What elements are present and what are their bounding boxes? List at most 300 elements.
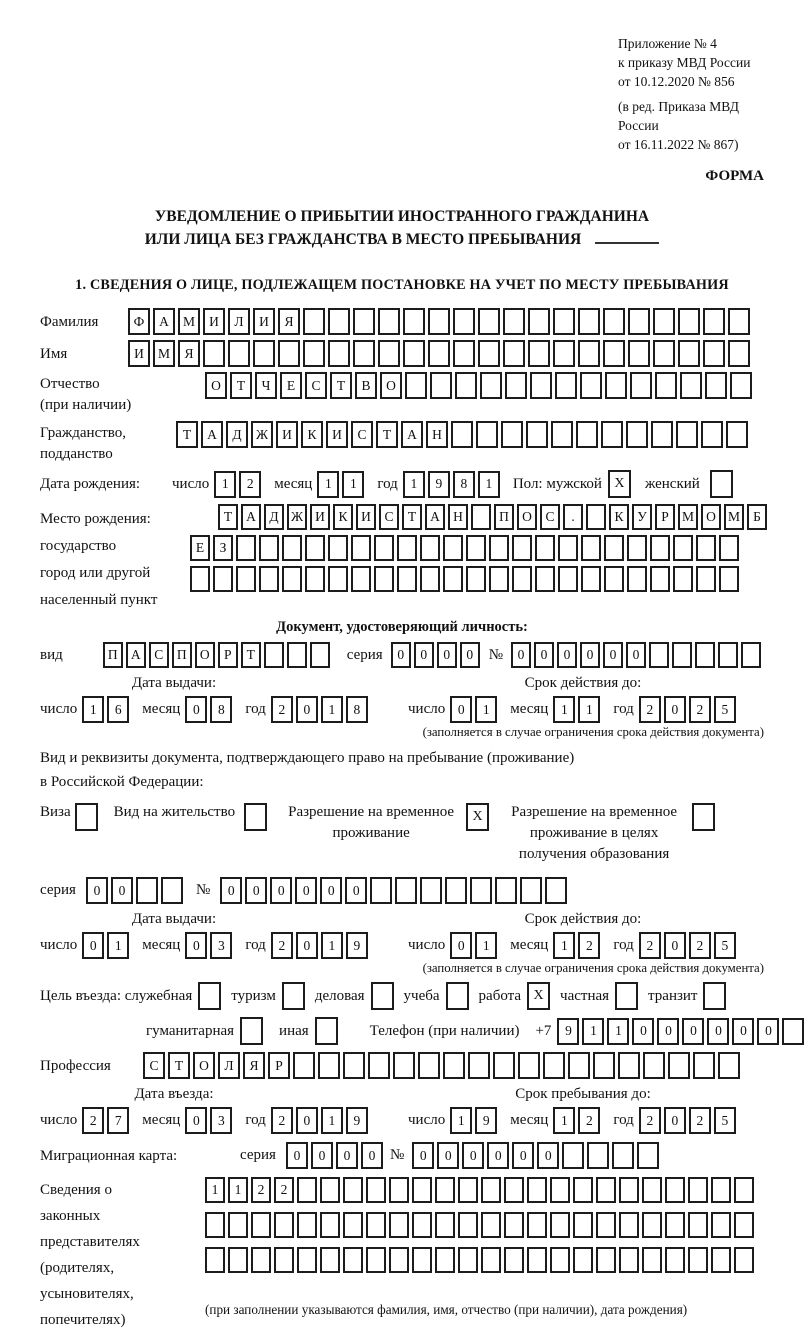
residence-series-input[interactable]: [86, 877, 186, 904]
char-cell[interactable]: [695, 642, 715, 668]
char-cell[interactable]: [518, 1052, 540, 1079]
doc-series-input[interactable]: [391, 642, 483, 668]
char-cell[interactable]: [370, 877, 392, 904]
char-cell[interactable]: С: [540, 504, 560, 530]
char-cell[interactable]: [236, 535, 256, 561]
char-cell[interactable]: 0: [511, 642, 531, 668]
birth-day-input[interactable]: [214, 471, 264, 498]
char-cell[interactable]: [527, 1212, 547, 1238]
char-cell[interactable]: [573, 1247, 593, 1273]
char-cell[interactable]: [696, 566, 716, 592]
char-cell[interactable]: [228, 340, 250, 367]
char-cell[interactable]: [259, 535, 279, 561]
stay-month[interactable]: [553, 1107, 603, 1134]
char-cell[interactable]: [297, 1177, 317, 1203]
char-cell[interactable]: [443, 535, 463, 561]
char-cell[interactable]: 2: [578, 932, 600, 959]
char-cell[interactable]: [389, 1212, 409, 1238]
char-cell[interactable]: [282, 566, 302, 592]
char-cell[interactable]: 5: [714, 1107, 736, 1134]
char-cell[interactable]: [303, 308, 325, 335]
char-cell[interactable]: [470, 877, 492, 904]
char-cell[interactable]: 2: [578, 1107, 600, 1134]
char-cell[interactable]: .: [563, 504, 583, 530]
char-cell[interactable]: [503, 308, 525, 335]
birth-place-input-row2[interactable]: [190, 535, 770, 561]
char-cell[interactable]: [628, 308, 650, 335]
doc-issue-year[interactable]: [271, 696, 371, 723]
char-cell[interactable]: 0: [664, 696, 686, 723]
char-cell[interactable]: [455, 372, 477, 399]
char-cell[interactable]: [603, 308, 625, 335]
char-cell[interactable]: 9: [346, 932, 368, 959]
char-cell[interactable]: [343, 1247, 363, 1273]
char-cell[interactable]: 0: [414, 642, 434, 668]
char-cell[interactable]: [351, 566, 371, 592]
char-cell[interactable]: [297, 1212, 317, 1238]
stay-year[interactable]: [639, 1107, 739, 1134]
char-cell[interactable]: [628, 340, 650, 367]
char-cell[interactable]: [673, 566, 693, 592]
char-cell[interactable]: [553, 340, 575, 367]
char-cell[interactable]: О: [205, 372, 227, 399]
char-cell[interactable]: [512, 535, 532, 561]
char-cell[interactable]: 0: [462, 1142, 484, 1169]
char-cell[interactable]: [530, 372, 552, 399]
char-cell[interactable]: [293, 1052, 315, 1079]
sex-male-checkbox[interactable]: X: [608, 470, 631, 498]
birth-place-input-row1[interactable]: [218, 504, 770, 530]
char-cell[interactable]: [412, 1247, 432, 1273]
char-cell[interactable]: [278, 340, 300, 367]
char-cell[interactable]: [435, 1212, 455, 1238]
purpose-transit-checkbox[interactable]: [703, 982, 726, 1010]
char-cell[interactable]: [374, 535, 394, 561]
profession-input[interactable]: [143, 1052, 743, 1079]
char-cell[interactable]: И: [356, 504, 376, 530]
residence-expiry-month[interactable]: [553, 932, 603, 959]
char-cell[interactable]: 2: [271, 696, 293, 723]
migration-number-input[interactable]: [412, 1142, 662, 1169]
char-cell[interactable]: [580, 372, 602, 399]
char-cell[interactable]: [593, 1052, 615, 1079]
char-cell[interactable]: [420, 535, 440, 561]
char-cell[interactable]: 0: [391, 642, 411, 668]
residence-number-input[interactable]: [220, 877, 570, 904]
char-cell[interactable]: [504, 1177, 524, 1203]
representatives-input-row3[interactable]: [205, 1247, 757, 1273]
char-cell[interactable]: [303, 340, 325, 367]
char-cell[interactable]: [320, 1247, 340, 1273]
char-cell[interactable]: [343, 1212, 363, 1238]
char-cell[interactable]: [535, 566, 555, 592]
char-cell[interactable]: [520, 877, 542, 904]
char-cell[interactable]: [734, 1247, 754, 1273]
char-cell[interactable]: А: [153, 308, 175, 335]
char-cell[interactable]: Т: [330, 372, 352, 399]
char-cell[interactable]: 3: [210, 1107, 232, 1134]
char-cell[interactable]: [466, 566, 486, 592]
char-cell[interactable]: [405, 372, 427, 399]
char-cell[interactable]: [711, 1247, 731, 1273]
char-cell[interactable]: [264, 642, 284, 668]
char-cell[interactable]: [274, 1212, 294, 1238]
char-cell[interactable]: [619, 1212, 639, 1238]
char-cell[interactable]: [581, 566, 601, 592]
char-cell[interactable]: Ж: [251, 421, 273, 448]
char-cell[interactable]: [504, 1212, 524, 1238]
char-cell[interactable]: 6: [107, 696, 129, 723]
char-cell[interactable]: [688, 1177, 708, 1203]
char-cell[interactable]: 2: [639, 696, 661, 723]
char-cell[interactable]: 5: [714, 932, 736, 959]
char-cell[interactable]: [630, 372, 652, 399]
char-cell[interactable]: Е: [190, 535, 210, 561]
char-cell[interactable]: [603, 340, 625, 367]
char-cell[interactable]: 0: [82, 932, 104, 959]
char-cell[interactable]: [412, 1212, 432, 1238]
char-cell[interactable]: П: [172, 642, 192, 668]
char-cell[interactable]: 0: [286, 1142, 308, 1169]
char-cell[interactable]: [642, 1247, 662, 1273]
char-cell[interactable]: М: [724, 504, 744, 530]
char-cell[interactable]: З: [213, 535, 233, 561]
char-cell[interactable]: Ф: [128, 308, 150, 335]
char-cell[interactable]: [501, 421, 523, 448]
char-cell[interactable]: 0: [537, 1142, 559, 1169]
char-cell[interactable]: [253, 340, 275, 367]
char-cell[interactable]: 1: [582, 1018, 604, 1045]
char-cell[interactable]: [343, 1052, 365, 1079]
char-cell[interactable]: [601, 421, 623, 448]
char-cell[interactable]: [551, 421, 573, 448]
char-cell[interactable]: [203, 340, 225, 367]
option-temp-residence-education[interactable]: [505, 802, 715, 865]
purpose-work-checkbox[interactable]: X: [527, 982, 550, 1010]
char-cell[interactable]: 0: [185, 696, 207, 723]
char-cell[interactable]: [282, 535, 302, 561]
migration-series-input[interactable]: [286, 1142, 386, 1169]
char-cell[interactable]: Ж: [287, 504, 307, 530]
char-cell[interactable]: [228, 1247, 248, 1273]
char-cell[interactable]: А: [126, 642, 146, 668]
char-cell[interactable]: [328, 340, 350, 367]
char-cell[interactable]: [619, 1247, 639, 1273]
char-cell[interactable]: [627, 535, 647, 561]
residence-issue-year[interactable]: [271, 932, 371, 959]
char-cell[interactable]: 0: [632, 1018, 654, 1045]
char-cell[interactable]: [573, 1212, 593, 1238]
char-cell[interactable]: Н: [426, 421, 448, 448]
char-cell[interactable]: [389, 1247, 409, 1273]
char-cell[interactable]: 2: [82, 1107, 104, 1134]
char-cell[interactable]: [489, 535, 509, 561]
char-cell[interactable]: И: [128, 340, 150, 367]
char-cell[interactable]: [503, 340, 525, 367]
char-cell[interactable]: 0: [460, 642, 480, 668]
char-cell[interactable]: 0: [657, 1018, 679, 1045]
char-cell[interactable]: 2: [689, 932, 711, 959]
char-cell[interactable]: 1: [205, 1177, 225, 1203]
char-cell[interactable]: Т: [168, 1052, 190, 1079]
char-cell[interactable]: А: [201, 421, 223, 448]
char-cell[interactable]: Т: [376, 421, 398, 448]
char-cell[interactable]: С: [143, 1052, 165, 1079]
char-cell[interactable]: 1: [214, 471, 236, 498]
char-cell[interactable]: [619, 1177, 639, 1203]
char-cell[interactable]: [734, 1212, 754, 1238]
char-cell[interactable]: 2: [251, 1177, 271, 1203]
char-cell[interactable]: 1: [107, 932, 129, 959]
char-cell[interactable]: [596, 1177, 616, 1203]
char-cell[interactable]: 1: [317, 471, 339, 498]
char-cell[interactable]: [578, 308, 600, 335]
char-cell[interactable]: [493, 1052, 515, 1079]
char-cell[interactable]: [236, 566, 256, 592]
char-cell[interactable]: 5: [714, 696, 736, 723]
char-cell[interactable]: 1: [82, 696, 104, 723]
visa-checkbox[interactable]: [75, 803, 98, 831]
doc-kind-input[interactable]: [103, 642, 333, 668]
char-cell[interactable]: [728, 308, 750, 335]
char-cell[interactable]: И: [310, 504, 330, 530]
char-cell[interactable]: [528, 340, 550, 367]
char-cell[interactable]: [550, 1247, 570, 1273]
char-cell[interactable]: [605, 372, 627, 399]
char-cell[interactable]: [604, 566, 624, 592]
sex-female-checkbox[interactable]: [710, 470, 733, 498]
char-cell[interactable]: [259, 566, 279, 592]
char-cell[interactable]: 0: [270, 877, 292, 904]
char-cell[interactable]: 1: [578, 696, 600, 723]
char-cell[interactable]: 0: [361, 1142, 383, 1169]
residence-permit-checkbox[interactable]: [244, 803, 267, 831]
char-cell[interactable]: [378, 340, 400, 367]
char-cell[interactable]: Ч: [255, 372, 277, 399]
char-cell[interactable]: 0: [707, 1018, 729, 1045]
char-cell[interactable]: [673, 535, 693, 561]
char-cell[interactable]: [466, 535, 486, 561]
char-cell[interactable]: [504, 1247, 524, 1273]
birth-place-input-row3[interactable]: [190, 566, 770, 592]
char-cell[interactable]: 2: [689, 1107, 711, 1134]
char-cell[interactable]: [573, 1177, 593, 1203]
char-cell[interactable]: 0: [296, 932, 318, 959]
purpose-other-checkbox[interactable]: [315, 1017, 338, 1045]
given-name-input[interactable]: [128, 340, 753, 367]
char-cell[interactable]: [650, 535, 670, 561]
char-cell[interactable]: [680, 372, 702, 399]
char-cell[interactable]: [418, 1052, 440, 1079]
char-cell[interactable]: Я: [278, 308, 300, 335]
char-cell[interactable]: 0: [345, 877, 367, 904]
char-cell[interactable]: 9: [475, 1107, 497, 1134]
char-cell[interactable]: А: [401, 421, 423, 448]
char-cell[interactable]: [343, 1177, 363, 1203]
char-cell[interactable]: [435, 1177, 455, 1203]
option-visa[interactable]: [40, 802, 98, 831]
char-cell[interactable]: [642, 1212, 662, 1238]
char-cell[interactable]: [527, 1177, 547, 1203]
temp-residence-education-checkbox[interactable]: [692, 803, 715, 831]
citizenship-input[interactable]: [176, 421, 751, 448]
char-cell[interactable]: [688, 1247, 708, 1273]
char-cell[interactable]: [665, 1247, 685, 1273]
char-cell[interactable]: [228, 1212, 248, 1238]
char-cell[interactable]: М: [678, 504, 698, 530]
char-cell[interactable]: [653, 308, 675, 335]
residence-expiry-day[interactable]: [450, 932, 500, 959]
char-cell[interactable]: 1: [607, 1018, 629, 1045]
residence-expiry-year[interactable]: [639, 932, 739, 959]
char-cell[interactable]: [596, 1212, 616, 1238]
char-cell[interactable]: [305, 535, 325, 561]
char-cell[interactable]: Я: [178, 340, 200, 367]
char-cell[interactable]: 2: [689, 696, 711, 723]
char-cell[interactable]: [366, 1247, 386, 1273]
char-cell[interactable]: А: [241, 504, 261, 530]
char-cell[interactable]: [161, 877, 183, 904]
char-cell[interactable]: 1: [321, 696, 343, 723]
char-cell[interactable]: С: [379, 504, 399, 530]
char-cell[interactable]: [366, 1177, 386, 1203]
surname-input[interactable]: [128, 308, 753, 335]
char-cell[interactable]: 1: [478, 471, 500, 498]
char-cell[interactable]: 1: [553, 1107, 575, 1134]
char-cell[interactable]: [701, 421, 723, 448]
char-cell[interactable]: [305, 566, 325, 592]
doc-number-input[interactable]: [511, 642, 764, 668]
char-cell[interactable]: [578, 340, 600, 367]
char-cell[interactable]: [627, 566, 647, 592]
char-cell[interactable]: [190, 566, 210, 592]
birth-month-input[interactable]: [317, 471, 367, 498]
char-cell[interactable]: [562, 1142, 584, 1169]
char-cell[interactable]: [458, 1212, 478, 1238]
char-cell[interactable]: 0: [682, 1018, 704, 1045]
char-cell[interactable]: 0: [664, 1107, 686, 1134]
char-cell[interactable]: 9: [346, 1107, 368, 1134]
char-cell[interactable]: [550, 1177, 570, 1203]
char-cell[interactable]: [678, 308, 700, 335]
char-cell[interactable]: [428, 340, 450, 367]
char-cell[interactable]: [297, 1247, 317, 1273]
char-cell[interactable]: [696, 535, 716, 561]
char-cell[interactable]: 0: [580, 642, 600, 668]
char-cell[interactable]: Я: [243, 1052, 265, 1079]
char-cell[interactable]: 9: [557, 1018, 579, 1045]
char-cell[interactable]: П: [103, 642, 123, 668]
char-cell[interactable]: [558, 566, 578, 592]
char-cell[interactable]: Т: [230, 372, 252, 399]
char-cell[interactable]: 1: [475, 696, 497, 723]
char-cell[interactable]: [734, 1177, 754, 1203]
char-cell[interactable]: 8: [210, 696, 232, 723]
char-cell[interactable]: [586, 504, 606, 530]
char-cell[interactable]: [555, 372, 577, 399]
char-cell[interactable]: [328, 308, 350, 335]
char-cell[interactable]: [676, 421, 698, 448]
purpose-business-checkbox[interactable]: [371, 982, 394, 1010]
stay-day[interactable]: [450, 1107, 500, 1134]
char-cell[interactable]: [782, 1018, 804, 1045]
char-cell[interactable]: [403, 308, 425, 335]
char-cell[interactable]: [576, 421, 598, 448]
char-cell[interactable]: 1: [228, 1177, 248, 1203]
char-cell[interactable]: [512, 566, 532, 592]
char-cell[interactable]: Р: [218, 642, 238, 668]
char-cell[interactable]: [458, 1247, 478, 1273]
char-cell[interactable]: 2: [271, 1107, 293, 1134]
char-cell[interactable]: 0: [512, 1142, 534, 1169]
char-cell[interactable]: [453, 308, 475, 335]
char-cell[interactable]: [711, 1177, 731, 1203]
option-temp-residence[interactable]: [285, 802, 489, 844]
char-cell[interactable]: Л: [218, 1052, 240, 1079]
char-cell[interactable]: 1: [475, 932, 497, 959]
char-cell[interactable]: [718, 1052, 740, 1079]
char-cell[interactable]: [626, 421, 648, 448]
char-cell[interactable]: [451, 421, 473, 448]
char-cell[interactable]: 2: [639, 932, 661, 959]
char-cell[interactable]: [205, 1212, 225, 1238]
char-cell[interactable]: М: [178, 308, 200, 335]
char-cell[interactable]: 0: [603, 642, 623, 668]
doc-issue-month[interactable]: [185, 696, 235, 723]
char-cell[interactable]: С: [305, 372, 327, 399]
purpose-private-checkbox[interactable]: [615, 982, 638, 1010]
char-cell[interactable]: [495, 877, 517, 904]
char-cell[interactable]: [728, 340, 750, 367]
char-cell[interactable]: [430, 372, 452, 399]
char-cell[interactable]: [553, 308, 575, 335]
char-cell[interactable]: [642, 1177, 662, 1203]
char-cell[interactable]: Д: [264, 504, 284, 530]
doc-expiry-day[interactable]: [450, 696, 500, 723]
char-cell[interactable]: [328, 566, 348, 592]
char-cell[interactable]: [478, 340, 500, 367]
char-cell[interactable]: [351, 535, 371, 561]
char-cell[interactable]: [481, 1247, 501, 1273]
char-cell[interactable]: 0: [295, 877, 317, 904]
char-cell[interactable]: 1: [450, 1107, 472, 1134]
char-cell[interactable]: [389, 1177, 409, 1203]
char-cell[interactable]: [693, 1052, 715, 1079]
char-cell[interactable]: [251, 1247, 271, 1273]
char-cell[interactable]: К: [609, 504, 629, 530]
char-cell[interactable]: 0: [111, 877, 133, 904]
char-cell[interactable]: [435, 1247, 455, 1273]
char-cell[interactable]: 1: [342, 471, 364, 498]
char-cell[interactable]: 0: [320, 877, 342, 904]
char-cell[interactable]: Т: [402, 504, 422, 530]
char-cell[interactable]: [730, 372, 752, 399]
char-cell[interactable]: 1: [553, 932, 575, 959]
char-cell[interactable]: [274, 1247, 294, 1273]
char-cell[interactable]: [505, 372, 527, 399]
char-cell[interactable]: 0: [437, 1142, 459, 1169]
char-cell[interactable]: [649, 642, 669, 668]
char-cell[interactable]: П: [494, 504, 514, 530]
char-cell[interactable]: Т: [241, 642, 261, 668]
char-cell[interactable]: Д: [226, 421, 248, 448]
char-cell[interactable]: 0: [412, 1142, 434, 1169]
char-cell[interactable]: 0: [245, 877, 267, 904]
char-cell[interactable]: [318, 1052, 340, 1079]
char-cell[interactable]: [612, 1142, 634, 1169]
char-cell[interactable]: [672, 642, 692, 668]
char-cell[interactable]: Л: [228, 308, 250, 335]
